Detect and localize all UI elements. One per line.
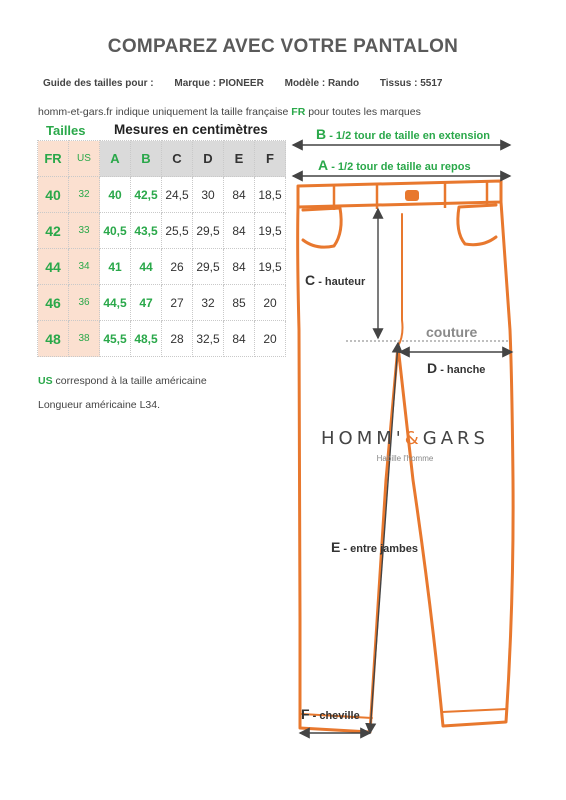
cell-us: 33 bbox=[69, 213, 100, 249]
cell-a: 40 bbox=[100, 177, 131, 213]
guide-brand: Marque : PIONEER bbox=[174, 78, 264, 89]
cell-c: 28 bbox=[162, 321, 193, 357]
cell-d: 29,5 bbox=[193, 249, 224, 285]
cell-f: 20 bbox=[255, 321, 286, 357]
label-b: B - 1/2 tour de taille en extension bbox=[316, 126, 490, 142]
cell-fr: 42 bbox=[38, 213, 69, 249]
cell-fr: 46 bbox=[38, 285, 69, 321]
right-pocket bbox=[458, 205, 496, 245]
guide-fabric: Tissus : 5517 bbox=[379, 78, 443, 89]
cell-f: 19,5 bbox=[255, 213, 286, 249]
cell-f: 18,5 bbox=[255, 177, 286, 213]
page-title: COMPAREZ AVEC VOTRE PANTALON bbox=[107, 36, 459, 57]
cell-b: 43,5 bbox=[131, 213, 162, 249]
cell-f: 20 bbox=[255, 285, 286, 321]
cell-e: 84 bbox=[224, 249, 255, 285]
cell-c: 26 bbox=[162, 249, 193, 285]
left-pocket bbox=[303, 208, 341, 247]
cell-c: 24,5 bbox=[162, 177, 193, 213]
cell-b: 47 bbox=[131, 285, 162, 321]
length-footnote: Longueur américaine L34. bbox=[38, 399, 161, 411]
cell-e: 84 bbox=[224, 321, 255, 357]
label-f: F - cheville bbox=[301, 706, 360, 722]
cell-b: 42,5 bbox=[131, 177, 162, 213]
cell-c: 25,5 bbox=[162, 213, 193, 249]
cell-f: 19,5 bbox=[255, 249, 286, 285]
guide-label: Guide des tailles pour : bbox=[43, 78, 154, 89]
cell-d: 30 bbox=[193, 177, 224, 213]
label-d: D - hanche bbox=[427, 360, 486, 376]
us-footnote-text: correspond à la taille américaine bbox=[55, 375, 207, 387]
button-icon bbox=[405, 190, 419, 201]
note-prefix: homm-et-gars.fr indique uniquement la taille française bbox=[38, 106, 289, 118]
cell-fr: 40 bbox=[38, 177, 69, 213]
note-suffix: pour toutes les marques bbox=[308, 106, 421, 118]
label-couture: couture bbox=[426, 324, 478, 340]
waistband-shape bbox=[298, 181, 501, 207]
cell-e: 84 bbox=[224, 213, 255, 249]
cell-a: 41 bbox=[100, 249, 131, 285]
header-a: A bbox=[100, 141, 131, 177]
us-footnote-bold: US bbox=[38, 375, 53, 387]
header-b: B bbox=[131, 141, 162, 177]
cell-e: 85 bbox=[224, 285, 255, 321]
cell-b: 48,5 bbox=[131, 321, 162, 357]
mesures-heading: Mesures en centimètres bbox=[114, 122, 268, 137]
brand-slogan: Habille l'homme bbox=[376, 454, 434, 463]
brand-logo: HOMM'&GARS bbox=[321, 428, 489, 449]
cell-a: 40,5 bbox=[100, 213, 131, 249]
cell-fr: 48 bbox=[38, 321, 69, 357]
arrow-e bbox=[370, 343, 398, 733]
header-e: E bbox=[224, 141, 255, 177]
label-c: C - hauteur bbox=[305, 272, 366, 288]
cell-b: 44 bbox=[131, 249, 162, 285]
fly-line bbox=[398, 214, 403, 346]
cell-a: 45,5 bbox=[100, 321, 131, 357]
cell-us: 32 bbox=[69, 177, 100, 213]
note-fr: FR bbox=[291, 106, 306, 118]
cell-d: 32,5 bbox=[193, 321, 224, 357]
label-a: A - 1/2 tour de taille au repos bbox=[318, 157, 471, 173]
header-fr: FR bbox=[38, 141, 69, 177]
cell-us: 34 bbox=[69, 249, 100, 285]
cell-fr: 44 bbox=[38, 249, 69, 285]
header-f: F bbox=[255, 141, 286, 177]
header-us: US bbox=[69, 141, 100, 177]
cell-us: 36 bbox=[69, 285, 100, 321]
label-e: E - entre jambes bbox=[331, 539, 418, 555]
cell-e: 84 bbox=[224, 177, 255, 213]
cell-c: 27 bbox=[162, 285, 193, 321]
cell-d: 29,5 bbox=[193, 213, 224, 249]
header-d: D bbox=[193, 141, 224, 177]
right-hem bbox=[442, 709, 507, 712]
tailles-heading: Tailles bbox=[46, 123, 86, 138]
cell-a: 44,5 bbox=[100, 285, 131, 321]
header-c: C bbox=[162, 141, 193, 177]
cell-d: 32 bbox=[193, 285, 224, 321]
cell-us: 38 bbox=[69, 321, 100, 357]
guide-model: Modèle : Rando bbox=[284, 78, 360, 89]
